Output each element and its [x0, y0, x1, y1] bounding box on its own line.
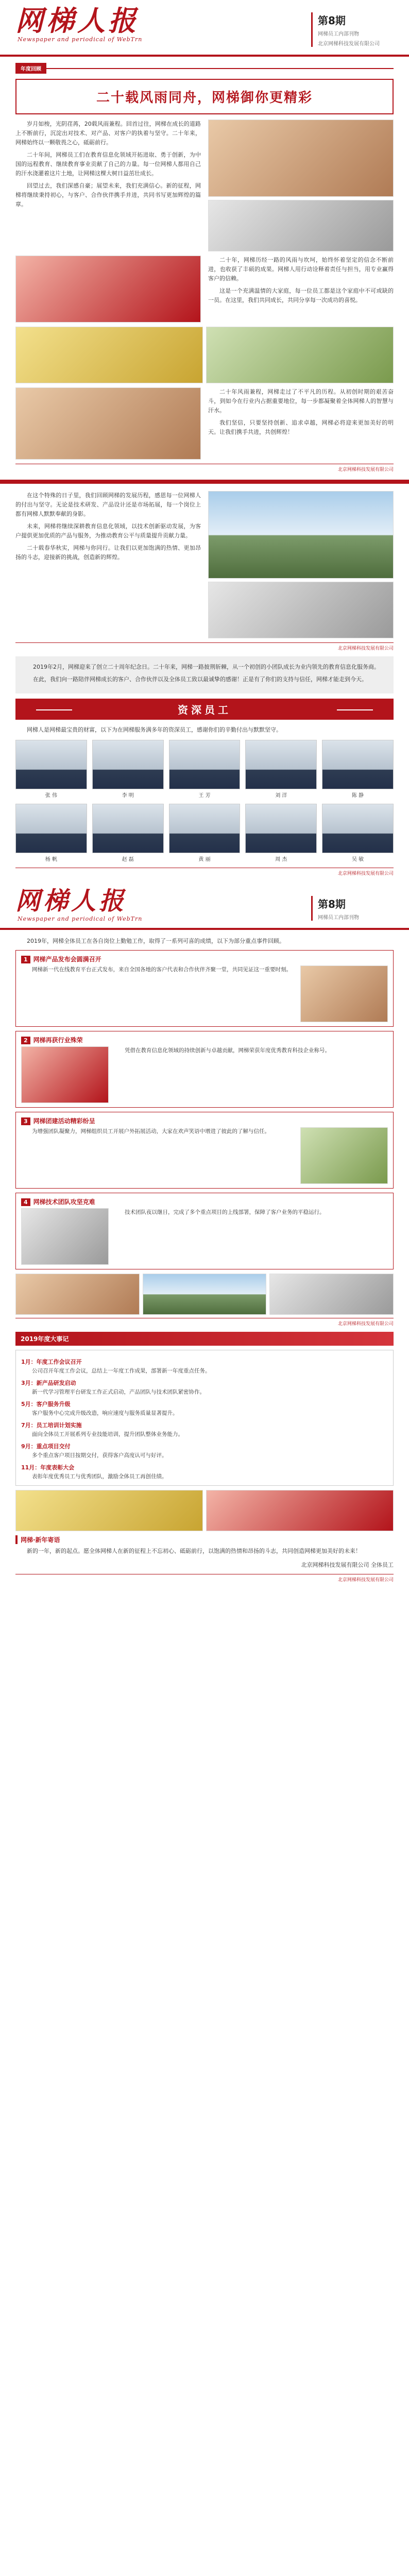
list-item-desc: 多个重点客户项目按期交付，获得客户高度认可与好评。 [32, 1452, 167, 1459]
avatar [245, 740, 317, 789]
event-row [21, 1046, 388, 1103]
footer-mark: 北京网梯科技发展有限公司 [337, 871, 394, 876]
section3-columns [15, 491, 394, 638]
portrait-name: 王 芳 [198, 793, 211, 799]
section3-right [208, 491, 394, 638]
list-item-title: 9月：重点项目交付 [21, 1443, 71, 1450]
event-photo [300, 1127, 388, 1184]
photo-celebration [15, 256, 201, 323]
avatar [245, 804, 317, 853]
event-text: 为增强团队凝聚力，网梯组织员工开展户外拓展活动，大家在欢声笑语中增进了彼此的了解与信任。 [32, 1128, 270, 1134]
event-title [21, 1116, 388, 1125]
issue-company: 北京网梯科技发展有限公司 [318, 41, 380, 47]
masthead-2 [0, 884, 409, 930]
portrait-name: 黄 丽 [198, 857, 211, 862]
issue-subtitle: 网梯员工内部刊物 [318, 31, 359, 37]
list-item-desc: 客户服务中心完成升级改造，响应速度与服务质量显著提升。 [32, 1410, 178, 1416]
section-tag: 年度回顾 [15, 63, 46, 74]
portrait-name: 刘 洋 [275, 793, 287, 799]
page-footer [15, 1318, 394, 1327]
portrait [92, 740, 164, 799]
paragraph: 二十载春华秋实，网梯与你同行。让我们以更加饱满的热情、更加昂扬的斗志，迎接新的挑战，创造新的辉煌。 [15, 545, 201, 561]
event-text: 网梯新一代在线教育平台正式发布，来自全国各地的客户代表和合作伙伴齐聚一堂，共同见证这一重要时刻。 [32, 967, 292, 973]
photo-building [208, 582, 394, 638]
photo [206, 1490, 394, 1531]
list-item-desc: 表彰年度优秀员工与优秀团队，激励全体员工再创佳绩。 [32, 1473, 167, 1480]
event-title [21, 1197, 388, 1206]
event-photo [21, 1208, 109, 1265]
paragraph: 岁月如梭，光阴荏苒，20载风雨兼程。回首过往，网梯在成长的道路上不断前行，沉淀出对技术、对产品、对客户的执着与坚守。二十年来，网梯始终以一颗敬畏之心，砥砺前行。 [15, 121, 201, 146]
avatar [92, 804, 164, 853]
paragraph: 这是一个充满温情的大家庭，每一位员工都是这个家庭中不可或缺的一员。在这里，我们共同成长，共同分享每一次成功的喜悦。 [208, 287, 394, 303]
portrait [245, 740, 317, 799]
avatar [322, 740, 394, 789]
issue-box [311, 12, 394, 47]
paragraph: 2019年2月，网梯迎来了创立二十周年纪念日。二十年来，网梯一路披荆斩棘，从一个初创的小团队成长为业内领先的教育信息化服务商。 [33, 664, 380, 670]
event-tag: 3 [21, 1117, 30, 1125]
logo: 网梯人报 [15, 4, 139, 37]
event-title-text: 网梯产品发布会圆满召开 [33, 956, 101, 963]
paragraph: 未来，网梯将继续深耕教育信息化领域，以技术创新驱动发展，为客户提供更加优质的产品与服务，为推动教育公平与质量提升贡献力量。 [15, 523, 201, 539]
banner-veterans: 资深员工 [15, 699, 394, 720]
portrait-name: 陈 静 [352, 793, 364, 799]
portrait-grid [15, 740, 394, 862]
event-title-text: 网梯再获行业殊荣 [33, 1037, 83, 1044]
event-text: 技术团队夜以继日，完成了多个重点项目的上线部署，保障了客户业务的平稳运行。 [125, 1209, 325, 1215]
closing-text: 新的一年，新的起点。愿全体网梯人在新的征程上不忘初心、砥砺前行，以饱满的热情和昂扬的斗志，共同创造网梯更加美好的未来！ [27, 1548, 361, 1554]
paragraph: 在这个特殊的日子里，我们回顾网梯的发展历程，感恩每一位网梯人的付出与坚守。无论是技术研发、产品设计还是市场拓展，每一个岗位上都有网梯人默默奉献的身影。 [15, 492, 201, 517]
list-item-desc: 公司召开年度工作会议，总结上一年度工作成果，部署新一年度重点任务。 [32, 1368, 211, 1374]
footer-mark: 北京网梯科技发展有限公司 [337, 467, 394, 472]
closing-sign: 北京网梯科技发展有限公司 全体员工 [301, 1562, 394, 1568]
list-item-desc: 新一代学习管理平台研发工作正式启动，产品团队与技术团队紧密协作。 [32, 1389, 205, 1395]
intro-left [15, 120, 201, 251]
portrait [322, 740, 394, 799]
portrait-name: 李 明 [122, 793, 134, 799]
event-photo [300, 965, 388, 1022]
portrait [169, 804, 241, 862]
photo [269, 1274, 394, 1315]
event-text-wrap [21, 965, 295, 1022]
event-title [21, 955, 388, 963]
masthead [0, 0, 409, 57]
events-intro: 2019年，网梯全体员工在各自岗位上勤勉工作，取得了一系列可喜的成绩，以下为部分重点事件回顾。 [27, 938, 285, 944]
event-row [21, 965, 388, 1022]
photo-row [15, 1490, 394, 1531]
portrait [169, 740, 241, 799]
veterans-intro: 网梯人是网梯最宝贵的财富，以下为在网梯服务满多年的资深员工，感谢你们的辛勤付出与默默坚守。 [27, 726, 282, 733]
issue-subtitle: 网梯员工内部刊物 [318, 915, 359, 921]
paragraph: 二十年，网梯历经一路的风雨与坎坷，始终怀着坚定的信念不断前进，也收获了丰硕的成果。网梯人用行动诠释着责任与担当，用专业赢得客户的信赖。 [208, 257, 394, 282]
section2-left [15, 387, 201, 460]
photo [15, 1274, 140, 1315]
event-box [15, 950, 394, 1027]
logo: 网梯人报 [15, 887, 127, 916]
col-text [208, 256, 394, 323]
issue-number: 第8期 [318, 14, 346, 27]
issue-box [311, 896, 394, 921]
event-text-wrap [21, 1127, 295, 1184]
event-row [21, 1127, 388, 1184]
event-title [21, 1036, 388, 1044]
event-text-wrap [114, 1208, 388, 1265]
portrait-name: 赵 磊 [122, 857, 134, 862]
footer-mark: 北京网梯科技发展有限公司 [337, 1321, 394, 1327]
list-title: 2019年度大事记 [15, 1332, 394, 1346]
intro-right [208, 120, 394, 251]
photo-landscape [208, 491, 394, 579]
paragraph: 在此，我们向一路陪伴网梯成长的客户、合作伙伴以及全体员工致以最诚挚的感谢！正是有了你们的支持与信任，网梯才能走到今天。 [33, 676, 367, 683]
photo-group [15, 387, 201, 460]
avatar [322, 804, 394, 853]
avatar [169, 740, 241, 789]
red-divider [0, 480, 409, 484]
list-item-title: 7月：员工培训计划实施 [21, 1422, 82, 1429]
list-item-title: 3月：新产品研发启动 [21, 1380, 76, 1386]
event-title-text: 网梯技术团队攻坚克难 [33, 1198, 95, 1206]
portrait [15, 804, 87, 862]
photo [15, 1490, 203, 1531]
event-tag: 2 [21, 1037, 30, 1044]
portrait [15, 740, 87, 799]
portrait [322, 804, 394, 862]
paragraph: 二十年风雨兼程，网梯走过了不平凡的历程。从初创时期的艰苦奋斗，到如今在行业内占据重要地位，每一步都凝聚着全体网梯人的智慧与汗水。 [208, 388, 394, 414]
gray-panel [15, 656, 394, 693]
logo-en: Newspaper and periodical of WebTrn [18, 916, 143, 922]
page-footer [15, 642, 394, 651]
footer-mark: 北京网梯科技发展有限公司 [337, 1578, 394, 1583]
event-box [15, 1112, 394, 1189]
photo-row [15, 327, 394, 383]
event-text: 凭借在教育信息化领域的持续创新与卓越贡献，网梯荣获年度优秀教育科技企业称号。 [125, 1047, 330, 1054]
list-box [15, 1350, 394, 1486]
event-text-wrap [114, 1046, 388, 1103]
section2-right [208, 387, 394, 460]
event-box [15, 1031, 394, 1108]
event-tag: 1 [21, 956, 30, 963]
photo-office [208, 120, 394, 197]
list-item-title: 11月：年度表彰大会 [21, 1464, 75, 1471]
event-tag: 4 [21, 1198, 30, 1206]
photo-field [15, 327, 203, 383]
portrait [245, 804, 317, 862]
photo-team [208, 200, 394, 251]
page-footer [15, 464, 394, 472]
photo-outdoor [206, 327, 394, 383]
avatar [15, 740, 87, 789]
portrait-name: 吴 敏 [352, 857, 364, 862]
section-line [46, 68, 394, 69]
section3-left [15, 491, 201, 638]
section-bar [15, 63, 394, 74]
portrait [92, 804, 164, 862]
event-row [21, 1208, 388, 1265]
paragraph: 我们坚信，只要坚持创新、追求卓越，网梯必将迎来更加美好的明天。让我们携手共进，共创辉煌！ [208, 419, 394, 435]
portrait-name: 张 伟 [45, 793, 57, 799]
avatar [92, 740, 164, 789]
photo [143, 1274, 267, 1315]
logo-en: Newspaper and periodical of WebTrn [18, 36, 143, 43]
issue-number: 第8期 [318, 898, 346, 910]
avatar [169, 804, 241, 853]
page-footer [15, 868, 394, 876]
portrait-name: 杨 帆 [45, 857, 57, 862]
avatar [15, 804, 87, 853]
intro-columns [15, 120, 394, 251]
paragraph: 二十年间，网梯员工们在教育信息化领域开拓进取、勇于创新，为中国的远程教育、继续教育事业贡献了自己的力量。每一位网梯人都用自己的汗水浇灌着这片土地，让网梯这棵大树日益茁壮成长。 [15, 151, 201, 177]
event-photo [21, 1046, 109, 1103]
page-footer [15, 1574, 394, 1583]
headline: 二十载风雨同舟，网梯御你更精彩 [15, 79, 394, 114]
photo-row [15, 1274, 394, 1315]
section2-columns [15, 387, 394, 460]
event-title-text: 网梯团建活动精彩纷呈 [33, 1117, 95, 1125]
portrait-name: 周 杰 [275, 857, 287, 862]
closing-title: 网梯·新年寄语 [15, 1535, 394, 1544]
list-item-title: 1月：年度工作会议召开 [21, 1359, 82, 1365]
paragraph: 回望过去，我们深感自豪；展望未来，我们充满信心。新的征程，网梯将继续秉持初心，与客户、合作伙伴携手并进，共同书写更加辉煌的篇章。 [15, 182, 201, 208]
footer-mark: 北京网梯科技发展有限公司 [337, 646, 394, 651]
event-box [15, 1193, 394, 1269]
intro-columns-2 [15, 256, 394, 323]
col-photo [15, 256, 201, 323]
list-item-desc: 面向全体员工开展系列专业技能培训，提升团队整体业务能力。 [32, 1431, 183, 1437]
list-item-title: 5月：客户服务升级 [21, 1401, 71, 1408]
